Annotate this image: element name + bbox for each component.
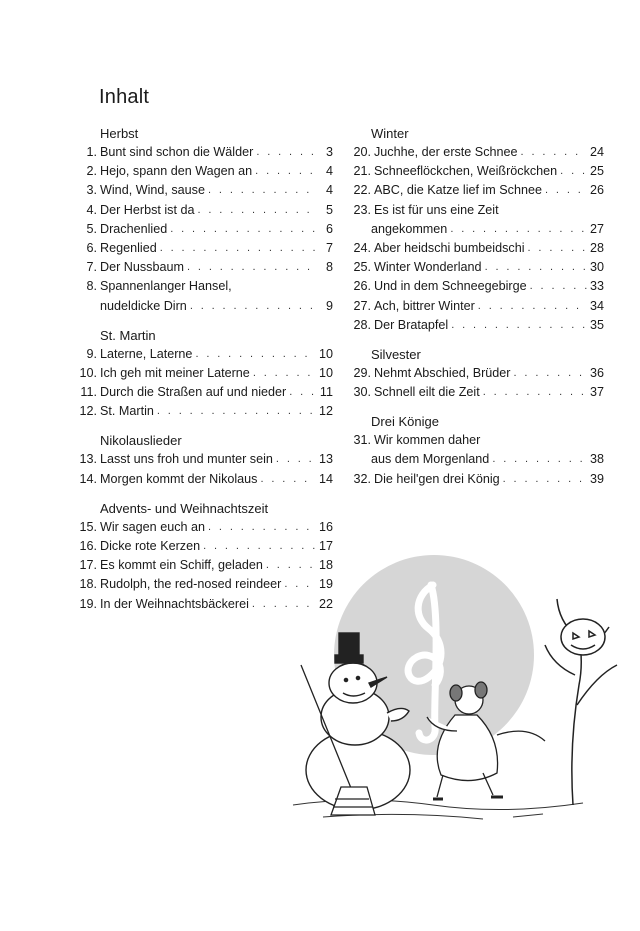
entry-title: Rudolph, the red-nosed reindeer: [100, 577, 282, 592]
entry-number: 14.: [79, 471, 97, 486]
toc-entry-continuation: [350, 450, 604, 469]
toc-entry: [79, 402, 333, 421]
entry-page: 28: [589, 240, 604, 255]
section-heading: Drei Könige: [371, 414, 439, 430]
entry-page: 26: [589, 183, 604, 198]
entry-title: Regenlied: [100, 240, 157, 255]
toc-entry-continuation: [79, 297, 333, 316]
leader-dots: [208, 518, 316, 537]
entry-title: Juchhe, der erste Schnee: [374, 145, 518, 159]
entry-title: Es ist für uns eine Zeit: [374, 202, 499, 217]
entry-number: 3.: [86, 183, 97, 198]
toc-entry: [79, 239, 333, 258]
toc-section: [350, 345, 604, 402]
leader-dots: [197, 201, 318, 220]
entry-title: ABC, die Katze lief im Schnee: [374, 183, 542, 198]
leader-dots: [160, 239, 318, 258]
leader-dots: [170, 220, 318, 239]
tree-icon: [545, 599, 617, 805]
entry-page: 8: [325, 260, 333, 275]
entry-page: 35: [589, 317, 604, 332]
entry-page: 11: [319, 385, 333, 400]
entry-title: Bunt sind schon die Wälder: [100, 145, 254, 159]
entry-title: Laterne, Laterne: [100, 346, 193, 361]
toc-entry: [79, 277, 333, 296]
toc-entry: [350, 181, 604, 200]
entry-number: 4.: [86, 202, 97, 217]
toc-entry: [350, 470, 604, 489]
entry-title: Drachenlied: [100, 221, 168, 236]
leader-dots: [451, 316, 587, 335]
entry-number: 28.: [353, 317, 371, 332]
page-title: Inhalt: [99, 86, 150, 108]
snowman-girl-tree-illustration-icon: [283, 555, 628, 845]
entry-title-continued: nudeldicke Dirn: [100, 298, 187, 313]
entry-title: Durch die Straßen auf und nieder: [100, 385, 287, 400]
entry-number: 20.: [353, 145, 371, 159]
toc-left-column: [79, 124, 333, 624]
leader-dots: [260, 470, 316, 489]
entry-page: 10: [318, 365, 333, 380]
leader-dots: [485, 258, 587, 277]
toc-entry: [350, 316, 604, 335]
entry-number: 17.: [79, 558, 97, 573]
entry-page: 39: [589, 471, 604, 486]
leader-dots: [521, 143, 587, 162]
section-heading: Nikolauslieder: [100, 433, 182, 449]
entry-page: 10: [318, 346, 333, 361]
entry-number: 12.: [79, 404, 97, 419]
entry-page: 13: [318, 452, 333, 467]
entry-number: 27.: [353, 298, 371, 313]
entry-title: Der Bratapfel: [374, 317, 449, 332]
entry-title: St. Martin: [100, 404, 154, 419]
entry-number: 11.: [80, 385, 97, 400]
leader-dots: [195, 345, 316, 364]
leader-dots: [528, 239, 587, 258]
leader-dots: [289, 383, 317, 402]
entry-number: 9.: [86, 346, 97, 361]
toc-section: [350, 412, 604, 489]
leader-dots: [503, 470, 587, 489]
entry-number: 29.: [353, 365, 371, 380]
entry-number: 16.: [79, 539, 97, 553]
section-heading: Silvester: [371, 346, 421, 362]
leader-dots: [530, 277, 587, 296]
leader-dots: [157, 402, 316, 421]
entry-title: Spannenlanger Hansel,: [100, 279, 232, 294]
toc-entry: [79, 537, 333, 556]
entry-number: 18.: [79, 577, 97, 592]
entry-page: 6: [325, 221, 333, 236]
toc-section: [79, 431, 333, 488]
entry-title: Wir kommen daher: [374, 433, 481, 448]
entry-page: 12: [318, 404, 333, 419]
entry-title: Wir sagen euch an: [100, 519, 206, 534]
toc-entry: [350, 277, 604, 296]
leader-dots: [187, 258, 318, 277]
entry-number: 22.: [353, 183, 371, 198]
toc-entry: [350, 364, 604, 383]
entry-title: Und in dem Schneegebirge: [374, 279, 527, 294]
entry-page: 5: [325, 202, 333, 217]
entry-number: 31.: [353, 433, 371, 448]
toc-entry: [79, 364, 333, 383]
toc-entry-continuation: [350, 220, 604, 239]
entry-title: Ich geh mit meiner Laterne: [100, 365, 250, 380]
toc-section: [79, 124, 333, 316]
entry-title: Aber heidschi bumbeidschi: [374, 240, 525, 255]
toc-entry: [350, 431, 604, 450]
toc-entry: [350, 143, 604, 162]
entry-page: 37: [589, 385, 604, 400]
leader-dots: [545, 181, 587, 200]
toc-entry: [79, 201, 333, 220]
toc-entry: [350, 201, 604, 220]
entry-number: 2.: [86, 164, 97, 179]
entry-title: Winter Wonderland: [374, 260, 482, 275]
entry-number: 23.: [353, 202, 371, 217]
entry-number: 5.: [86, 221, 97, 236]
entry-title: Nehmt Abschied, Brüder: [374, 365, 511, 380]
toc-entry: [350, 383, 604, 402]
entry-number: 24.: [353, 240, 371, 255]
entry-title: Hejo, spann den Wagen an: [100, 164, 253, 179]
entry-page: 18: [318, 558, 333, 573]
entry-page: 24: [589, 145, 604, 159]
entry-title: Morgen kommt der Nikolaus: [100, 471, 258, 486]
section-heading: Herbst: [100, 126, 139, 141]
toc-entry: [79, 383, 333, 402]
leader-dots: [256, 143, 318, 162]
entry-number: 25.: [353, 260, 371, 275]
entry-number: 19.: [79, 596, 97, 611]
entry-page: 27: [589, 221, 604, 236]
entry-title: Schnell eilt die Zeit: [374, 385, 480, 400]
leader-dots: [253, 364, 316, 383]
leader-dots: [450, 220, 587, 239]
entry-title-continued: aus dem Morgenland: [371, 452, 490, 467]
entry-title: Der Nussbaum: [100, 260, 184, 275]
toc-entry: [350, 162, 604, 181]
toc-entry: [350, 297, 604, 316]
toc-entry: [79, 345, 333, 364]
entry-page: 36: [589, 365, 604, 380]
toc-entry: [79, 220, 333, 239]
entry-page: 38: [589, 452, 604, 467]
entry-page: 3: [325, 145, 333, 159]
toc-section: [79, 326, 333, 422]
entry-title: Lasst uns froh und munter sein: [100, 452, 273, 467]
entry-number: 21.: [353, 164, 371, 179]
leader-dots: [276, 450, 316, 469]
entry-page: 30: [589, 260, 604, 275]
leader-dots: [255, 162, 318, 181]
toc-entry: [79, 518, 333, 537]
leader-dots: [560, 162, 587, 181]
entry-title: Dicke rote Kerzen: [100, 539, 201, 553]
entry-title: Wind, Wind, sause: [100, 183, 205, 198]
entry-title: Schneeflöckchen, Weißröckchen: [374, 164, 558, 179]
entry-page: 16: [318, 519, 333, 534]
leader-dots: [492, 450, 587, 469]
entry-title-continued: angekommen: [371, 221, 448, 236]
entry-page: 17: [318, 539, 333, 553]
entry-number: 10.: [79, 365, 97, 380]
toc-entry: [350, 258, 604, 277]
entry-number: 30.: [353, 385, 371, 400]
entry-page: 4: [325, 164, 333, 179]
toc-right-column: [350, 124, 604, 499]
toc-entry: [79, 450, 333, 469]
toc-entry: [79, 181, 333, 200]
entry-number: 26.: [353, 279, 371, 294]
leader-dots: [483, 383, 587, 402]
entry-page: 22: [318, 596, 333, 611]
entry-number: 8.: [86, 279, 97, 294]
entry-number: 32.: [353, 471, 371, 486]
entry-page: 25: [589, 164, 604, 179]
leader-dots: [208, 181, 318, 200]
entry-title: Ach, bittrer Winter: [374, 298, 475, 313]
leader-dots: [203, 537, 316, 556]
entry-title: Es kommt ein Schiff, geladen: [100, 558, 263, 573]
entry-number: 13.: [79, 452, 97, 467]
entry-page: 33: [589, 279, 604, 294]
leader-dots: [190, 297, 318, 316]
toc-entry: [350, 239, 604, 258]
entry-page: 34: [589, 298, 604, 313]
toc-entry: [79, 258, 333, 277]
entry-page: 7: [325, 240, 333, 255]
entry-page: 4: [325, 183, 333, 198]
toc-entry: [79, 470, 333, 489]
entry-title: In der Weihnachtsbäckerei: [100, 596, 249, 611]
toc-entry: [79, 143, 333, 162]
leader-dots: [478, 297, 587, 316]
entry-title: Die heil'gen drei König: [374, 471, 500, 486]
entry-number: 15.: [79, 519, 97, 534]
section-heading: Advents- und Weihnachtszeit: [100, 500, 269, 516]
section-heading: St. Martin: [100, 327, 156, 343]
entry-page: 14: [318, 471, 333, 486]
entry-number: 7.: [86, 260, 97, 275]
entry-number: 1.: [86, 145, 97, 159]
entry-page: 9: [325, 298, 333, 313]
leader-dots: [514, 364, 587, 383]
entry-title: Der Herbst ist da: [100, 202, 195, 217]
entry-page: 19: [318, 577, 333, 592]
toc-section: [350, 124, 604, 335]
toc-entry: [79, 162, 333, 181]
section-heading: Winter: [371, 126, 409, 141]
entry-number: 6.: [86, 240, 97, 255]
